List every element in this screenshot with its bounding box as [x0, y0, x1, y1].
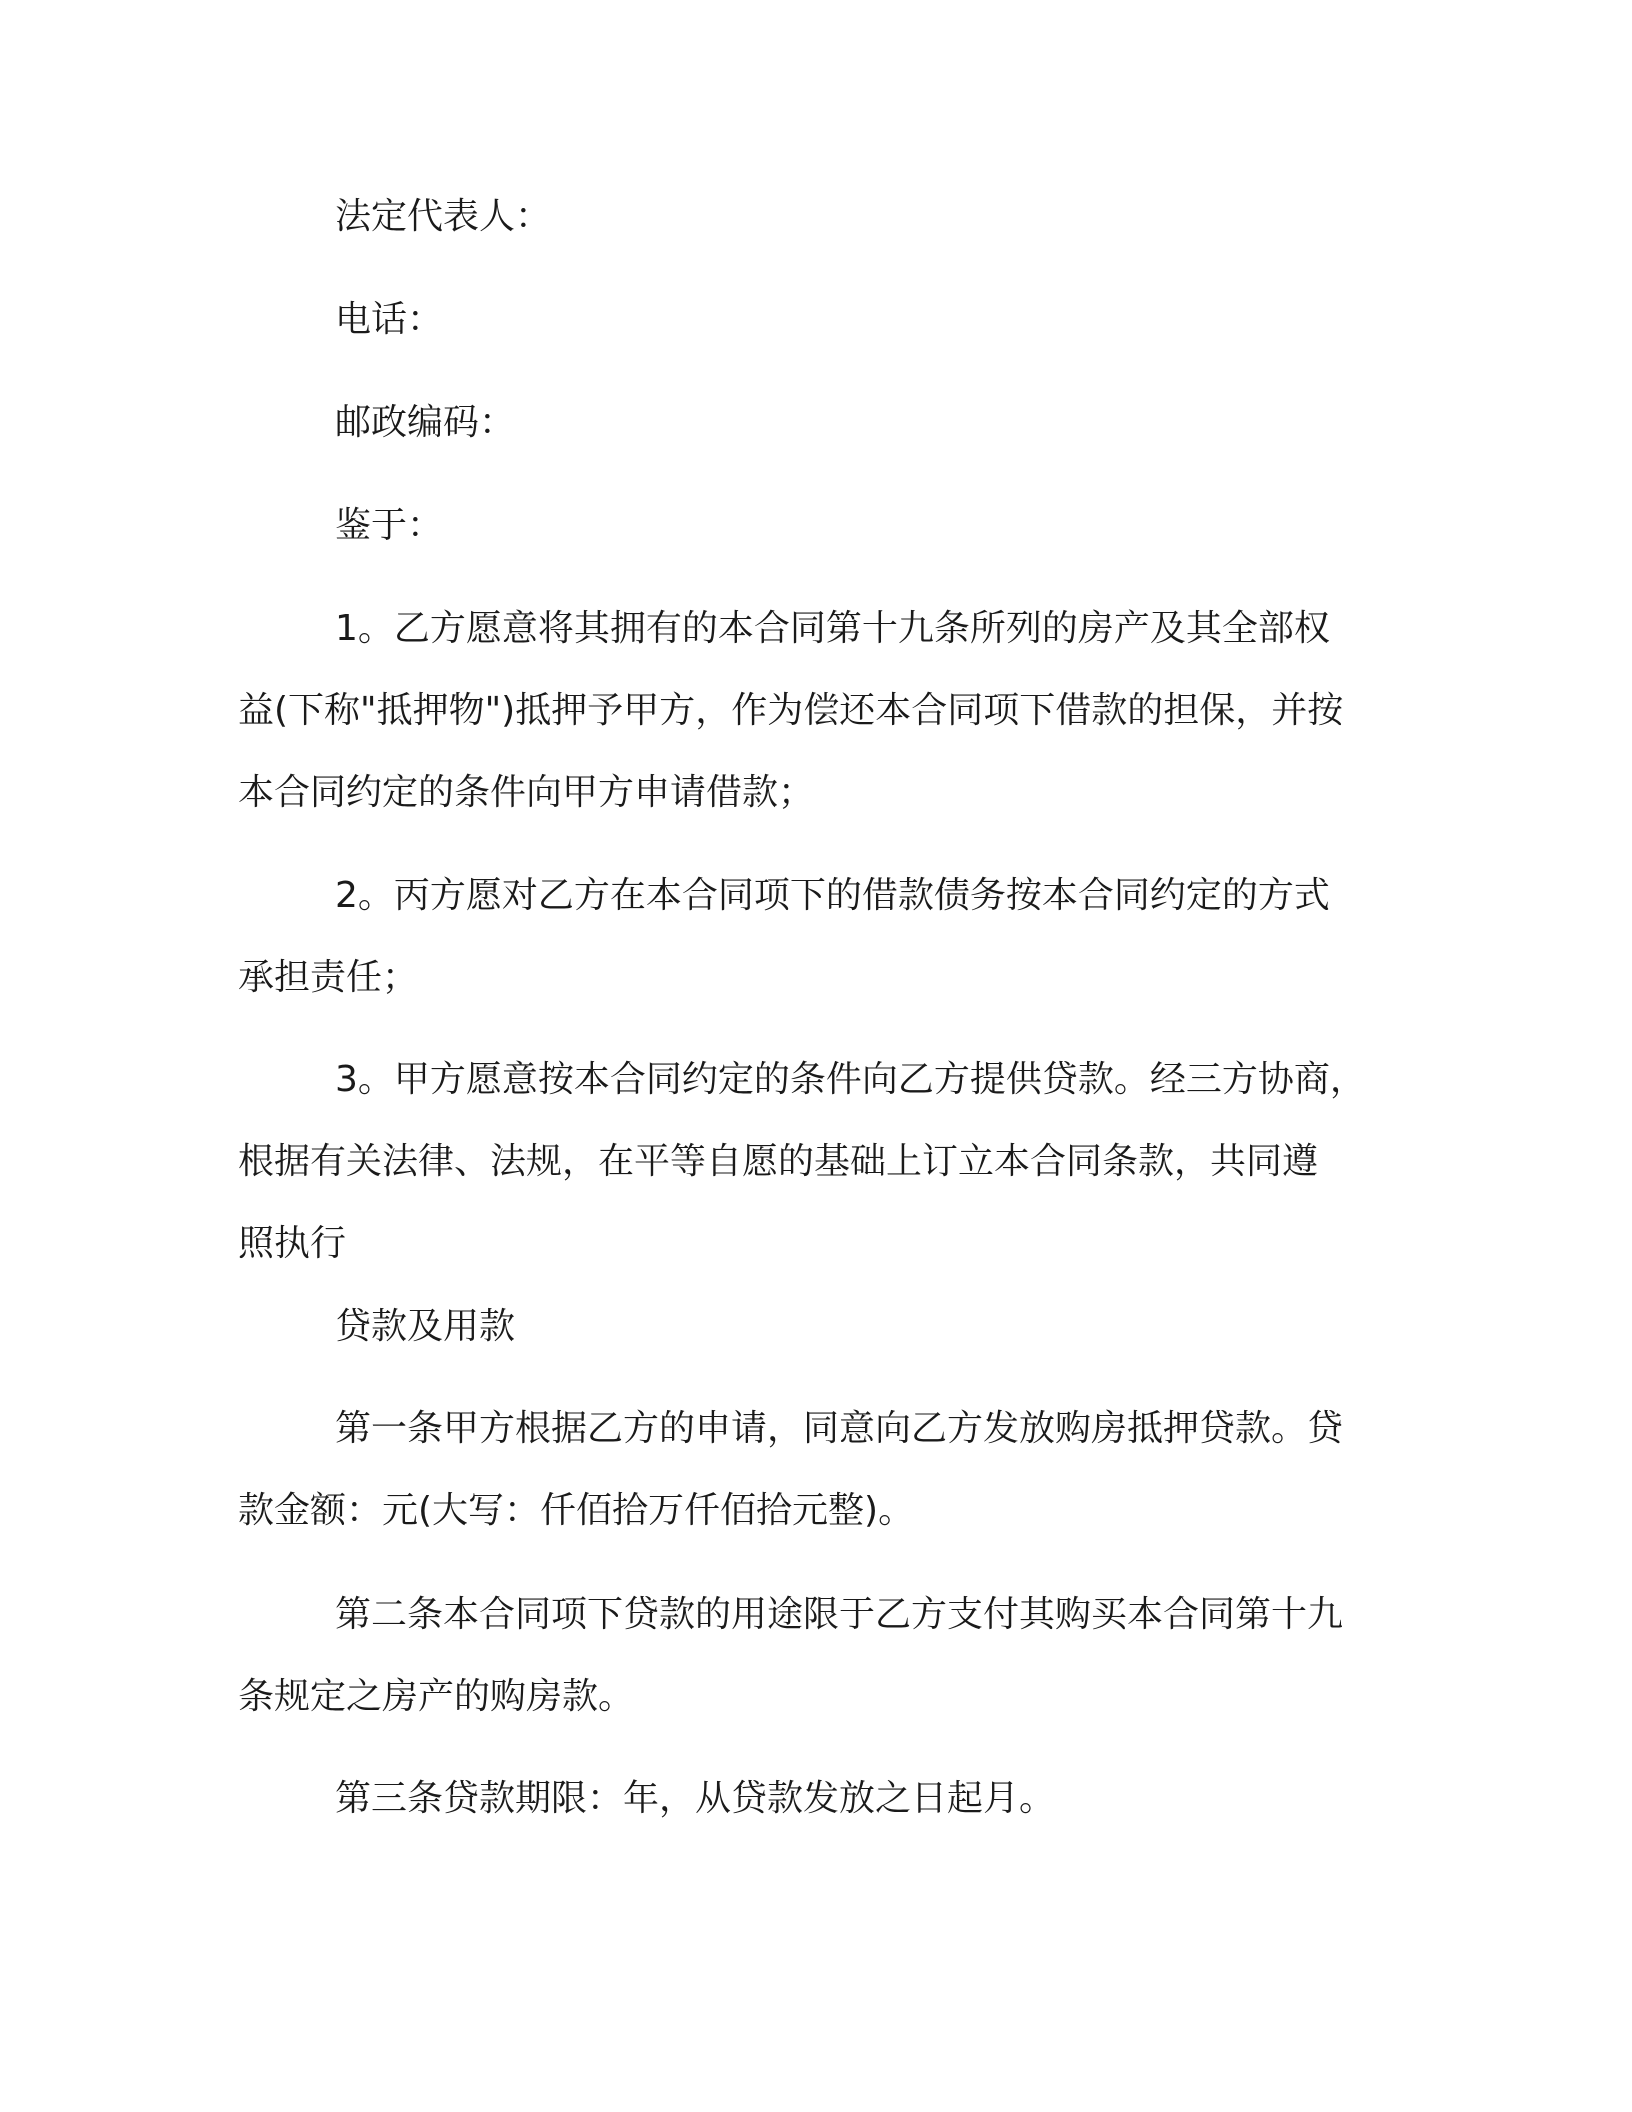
text-line: 承担责任； [238, 957, 419, 998]
legal-representative-line [238, 176, 1394, 258]
text-line: 照执行 [238, 1223, 347, 1264]
text-line: 1。乙方愿意将其拥有的本合同第十九条所列的房产及其全部权 [335, 608, 1330, 649]
text-line: 3。甲方愿意按本合同约定的条件向乙方提供贷款。经三方协商， [335, 1059, 1366, 1100]
text-line: 第三条贷款期限：年，从贷款发放之日起月。 [335, 1778, 1056, 1819]
article-1 [238, 1388, 1394, 1552]
whereas-item-2 [238, 855, 1394, 1019]
text-line: 益(下称"抵押物")抵押予甲方，作为偿还本合同项下借款的担保，并按 [238, 690, 1344, 731]
text-line: 法定代表人： [335, 196, 552, 237]
text-line: 贷款及用款 [335, 1306, 516, 1347]
article-3 [238, 1758, 1394, 1840]
whereas-heading [238, 485, 1394, 567]
text-line: 鉴于： [335, 505, 444, 546]
text-line: 款金额：元(大写：仟佰拾万仟佰拾元整)。 [238, 1490, 915, 1531]
text-line: 条规定之房产的购房款。 [238, 1676, 635, 1717]
postal-code-line [238, 382, 1394, 464]
section-heading-loan [238, 1286, 1394, 1368]
text-line: 第一条甲方根据乙方的申请，同意向乙方发放购房抵押贷款。贷 [335, 1408, 1344, 1449]
text-line: 电话： [335, 299, 444, 340]
text-line: 本合同约定的条件向甲方申请借款； [238, 772, 815, 813]
text-line: 根据有关法律、法规，在平等自愿的基础上订立本合同条款，共同遵 [238, 1141, 1319, 1182]
text-line: 第二条本合同项下贷款的用途限于乙方支付其购买本合同第十九 [335, 1594, 1344, 1635]
phone-line [238, 279, 1394, 361]
article-2 [238, 1574, 1394, 1738]
whereas-item-1 [238, 588, 1394, 834]
text-line: 邮政编码： [335, 402, 516, 443]
whereas-item-3 [238, 1039, 1394, 1285]
text-line: 2。丙方愿对乙方在本合同项下的借款债务按本合同约定的方式 [335, 875, 1330, 916]
